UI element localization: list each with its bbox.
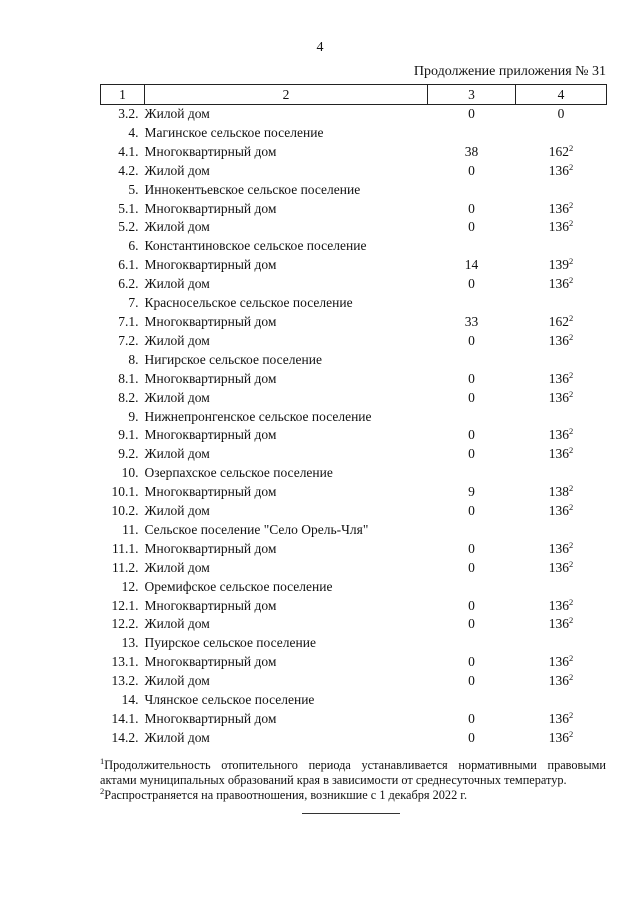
heating-table bbox=[100, 84, 607, 748]
row-value-col4 bbox=[516, 275, 607, 294]
row-value-col4 bbox=[516, 389, 607, 408]
row-number: 13.2. bbox=[111, 673, 139, 689]
row-value-col3: 0 bbox=[468, 654, 475, 670]
footnote-ref: 2 bbox=[569, 445, 574, 456]
col4-value: 136 bbox=[548, 446, 569, 462]
row-value-col4 bbox=[516, 351, 607, 370]
row-name: Члянское сельское поселение bbox=[144, 692, 315, 708]
col4-value: 136 bbox=[548, 370, 569, 386]
row-value-col3 bbox=[428, 181, 516, 200]
row-value-col3: 0 bbox=[468, 106, 475, 121]
row-value-col4 bbox=[516, 370, 607, 389]
header-cell: 3 bbox=[428, 85, 516, 105]
footnote-ref: 2 bbox=[569, 483, 574, 494]
col4-value: 0 bbox=[557, 106, 565, 121]
row-value-col3: 0 bbox=[468, 597, 475, 613]
footnote-ref: 2 bbox=[569, 275, 574, 286]
row-value-col4 bbox=[516, 578, 607, 597]
row-name: Многоквартирный дом bbox=[144, 597, 277, 613]
row-name: Пуирское сельское поселение bbox=[144, 635, 316, 651]
table-row bbox=[101, 143, 607, 162]
row-name: Нижнепронгенское сельское поселение bbox=[144, 408, 372, 424]
row-number: 5.1. bbox=[118, 200, 139, 216]
row-value-col3: 38 bbox=[464, 143, 479, 159]
table-row bbox=[101, 540, 607, 559]
table-row bbox=[101, 389, 607, 408]
row-name: Многоквартирный дом bbox=[144, 427, 277, 443]
col4-value: 136 bbox=[548, 427, 569, 443]
table-row bbox=[101, 729, 607, 748]
row-number: 10.1. bbox=[111, 484, 139, 500]
table-header-row bbox=[101, 85, 607, 105]
row-number: 5.2. bbox=[118, 219, 139, 235]
row-value-col3 bbox=[428, 578, 516, 597]
footnote-ref: 2 bbox=[569, 558, 574, 569]
row-name: Многоквартирный дом bbox=[144, 200, 277, 216]
row-number: 5. bbox=[128, 181, 139, 197]
table-row bbox=[101, 691, 607, 710]
row-value-col3 bbox=[428, 464, 516, 483]
row-name: Многоквартирный дом bbox=[144, 711, 277, 726]
row-number: 4.1. bbox=[118, 143, 139, 159]
end-rule bbox=[302, 813, 400, 814]
row-value-col4 bbox=[516, 502, 607, 521]
table-row bbox=[101, 218, 607, 237]
row-number: 9. bbox=[128, 408, 139, 424]
table-body bbox=[101, 105, 607, 748]
footnote-ref: 2 bbox=[569, 331, 574, 342]
table-row bbox=[101, 351, 607, 370]
row-name: Сельское поселение "Село Орель-Чля" bbox=[144, 521, 369, 537]
table-row bbox=[101, 181, 607, 200]
row-number: 6.2. bbox=[118, 276, 139, 292]
table-row bbox=[101, 426, 607, 445]
row-value-col4 bbox=[516, 729, 607, 748]
row-value-col4 bbox=[516, 615, 607, 634]
table-row bbox=[101, 124, 607, 143]
row-number: 8.1. bbox=[118, 370, 139, 386]
table-row bbox=[101, 237, 607, 256]
row-name: Жилой дом bbox=[144, 162, 210, 178]
table-row bbox=[101, 597, 607, 616]
row-value-col4 bbox=[516, 672, 607, 691]
row-value-col4 bbox=[516, 710, 607, 729]
col4-value: 136 bbox=[548, 503, 569, 519]
col4-value: 136 bbox=[548, 597, 569, 613]
row-number: 9.1. bbox=[118, 427, 139, 443]
row-value-col3 bbox=[428, 691, 516, 710]
footnote-text: Распространяется на правоотношения, возникшие с 1 декабря 2022 г. bbox=[104, 788, 468, 802]
col4-value: 136 bbox=[548, 389, 569, 405]
table-row bbox=[101, 653, 607, 672]
table-row bbox=[101, 256, 607, 275]
row-value-col4 bbox=[516, 124, 607, 143]
col4-value: 136 bbox=[548, 162, 569, 178]
row-value-col3: 0 bbox=[468, 616, 475, 632]
footnote-ref: 2 bbox=[569, 596, 574, 607]
row-value-col4 bbox=[516, 464, 607, 483]
row-value-col3: 0 bbox=[468, 332, 475, 348]
row-value-col4 bbox=[516, 294, 607, 313]
row-value-col3: 0 bbox=[468, 370, 475, 386]
row-value-col3: 0 bbox=[468, 711, 475, 726]
row-value-col4 bbox=[516, 181, 607, 200]
footnote-ref: 2 bbox=[569, 502, 574, 513]
row-name: Жилой дом bbox=[144, 332, 210, 348]
table-row bbox=[101, 162, 607, 181]
footnote-ref: 2 bbox=[569, 256, 574, 267]
footnote-ref: 2 bbox=[569, 710, 574, 720]
row-number: 9.2. bbox=[118, 446, 139, 462]
footnote-ref: 2 bbox=[569, 653, 574, 664]
row-value-col4 bbox=[516, 559, 607, 578]
footnote-1 bbox=[100, 758, 606, 788]
page-number: 4 bbox=[316, 40, 324, 55]
row-number: 14.2. bbox=[111, 729, 139, 745]
col4-value: 136 bbox=[548, 332, 569, 348]
row-value-col3: 9 bbox=[468, 484, 475, 500]
row-value-col3: 0 bbox=[468, 389, 475, 405]
footnotes bbox=[100, 758, 606, 803]
row-name: Жилой дом bbox=[144, 503, 210, 519]
footnote-ref: 2 bbox=[569, 388, 574, 399]
row-value-col4 bbox=[516, 426, 607, 445]
row-value-col3: 0 bbox=[468, 446, 475, 462]
row-name: Жилой дом bbox=[144, 559, 210, 575]
table-row bbox=[101, 521, 607, 540]
table-row bbox=[101, 559, 607, 578]
row-name: Жилой дом bbox=[144, 446, 210, 462]
footnote-ref: 2 bbox=[569, 142, 574, 153]
row-value-col4 bbox=[516, 218, 607, 237]
row-value-col4 bbox=[516, 256, 607, 275]
footnote-ref: 2 bbox=[569, 161, 574, 172]
table-row bbox=[101, 672, 607, 691]
row-value-col3: 0 bbox=[468, 219, 475, 235]
row-value-col3: 0 bbox=[468, 559, 475, 575]
row-number: 14.1. bbox=[111, 711, 139, 726]
table-row bbox=[101, 483, 607, 502]
footnote-ref: 2 bbox=[569, 312, 574, 323]
row-number: 12.1. bbox=[111, 597, 139, 613]
row-name: Жилой дом bbox=[144, 673, 210, 689]
col4-value: 136 bbox=[548, 616, 569, 632]
row-name: Озерпахское сельское поселение bbox=[144, 465, 333, 481]
row-number: 6. bbox=[128, 238, 139, 254]
footnote-text: Продолжительность отопительного периода устанавливается нормативными правовыми актами муниципальных образований края в зависимости от среднесуточных температур. bbox=[100, 758, 606, 787]
row-name: Жилой дом bbox=[144, 729, 210, 745]
row-value-col3: 0 bbox=[468, 729, 475, 745]
footnote-mark: 1 bbox=[100, 756, 105, 766]
row-value-col4 bbox=[516, 200, 607, 219]
col4-value: 136 bbox=[548, 200, 569, 216]
col4-value: 162 bbox=[548, 313, 569, 329]
row-value-col3 bbox=[428, 634, 516, 653]
row-value-col3: 14 bbox=[464, 257, 479, 273]
row-value-col4 bbox=[516, 597, 607, 616]
row-name: Иннокентьевское сельское поселение bbox=[144, 181, 361, 197]
row-name: Многоквартирный дом bbox=[144, 370, 277, 386]
row-value-col4 bbox=[516, 540, 607, 559]
row-value-col4 bbox=[516, 143, 607, 162]
row-number: 8.2. bbox=[118, 389, 139, 405]
row-name: Магинское сельское поселение bbox=[144, 124, 324, 140]
appendix-caption: Продолжение приложения № 31 bbox=[413, 64, 606, 79]
row-value-col3: 0 bbox=[468, 162, 475, 178]
footnote-mark: 2 bbox=[100, 786, 105, 796]
row-name: Жилой дом bbox=[144, 276, 210, 292]
row-number: 13. bbox=[121, 635, 139, 651]
row-name: Многоквартирный дом bbox=[144, 257, 277, 273]
row-number: 11.2. bbox=[112, 559, 139, 575]
col4-value: 138 bbox=[548, 484, 569, 500]
row-value-col4 bbox=[516, 332, 607, 351]
row-value-col4 bbox=[516, 408, 607, 427]
row-number: 7.2. bbox=[118, 332, 139, 348]
row-value-col4 bbox=[516, 483, 607, 502]
footnote-ref: 2 bbox=[569, 369, 574, 380]
row-value-col3: 0 bbox=[468, 503, 475, 519]
row-value-col3: 0 bbox=[468, 200, 475, 216]
row-value-col3: 33 bbox=[464, 313, 479, 329]
table-row bbox=[101, 502, 607, 521]
row-value-col4 bbox=[516, 653, 607, 672]
row-number: 6.1. bbox=[118, 257, 139, 273]
col4-value: 136 bbox=[548, 540, 569, 556]
table-row bbox=[101, 332, 607, 351]
table-row bbox=[101, 275, 607, 294]
footnote-ref: 2 bbox=[569, 615, 574, 626]
row-value-col3: 0 bbox=[468, 673, 475, 689]
row-name: Нигирское сельское поселение bbox=[144, 351, 322, 367]
row-value-col3 bbox=[428, 124, 516, 143]
row-number: 10. bbox=[121, 465, 139, 481]
table-row bbox=[101, 294, 607, 313]
row-number: 14. bbox=[121, 692, 139, 708]
col4-value: 136 bbox=[548, 673, 569, 689]
footnote-ref: 2 bbox=[569, 672, 574, 683]
row-name: Оремифское сельское поселение bbox=[144, 578, 333, 594]
col4-value: 162 bbox=[548, 143, 569, 159]
row-value-col4 bbox=[516, 313, 607, 332]
row-value-col4 bbox=[516, 521, 607, 540]
row-value-col4 bbox=[516, 237, 607, 256]
row-number: 7. bbox=[128, 295, 139, 311]
row-name: Многоквартирный дом bbox=[144, 143, 277, 159]
table-row bbox=[101, 370, 607, 389]
row-name: Многоквартирный дом bbox=[144, 540, 277, 556]
footnote-ref: 2 bbox=[569, 199, 574, 210]
table-row bbox=[101, 200, 607, 219]
col4-value: 136 bbox=[548, 711, 569, 726]
row-number: 7.1. bbox=[118, 313, 139, 329]
row-name: Жилой дом bbox=[144, 219, 210, 235]
header-cell: 1 bbox=[101, 85, 145, 105]
table-row bbox=[101, 445, 607, 464]
row-value-col4 bbox=[516, 691, 607, 710]
row-number: 4.2. bbox=[118, 162, 139, 178]
row-name: Красносельское сельское поселение bbox=[144, 295, 353, 311]
footnote-ref: 2 bbox=[569, 218, 574, 229]
row-value-col4 bbox=[516, 162, 607, 181]
row-value-col4 bbox=[516, 445, 607, 464]
row-number: 4. bbox=[128, 124, 139, 140]
col4-value: 136 bbox=[548, 654, 569, 670]
table-row bbox=[101, 313, 607, 332]
row-value-col3: 0 bbox=[468, 540, 475, 556]
row-number: 11.1. bbox=[112, 540, 139, 556]
row-value-col3 bbox=[428, 351, 516, 370]
row-number: 10.2. bbox=[111, 503, 139, 519]
row-value-col3 bbox=[428, 294, 516, 313]
row-value-col3 bbox=[428, 237, 516, 256]
row-value-col3 bbox=[428, 408, 516, 427]
row-name: Константиновское сельское поселение bbox=[144, 238, 367, 254]
row-name: Жилой дом bbox=[144, 106, 210, 121]
col4-value: 139 bbox=[548, 257, 569, 273]
col4-value: 136 bbox=[548, 276, 569, 292]
table-row bbox=[101, 578, 607, 597]
row-value-col3 bbox=[428, 521, 516, 540]
row-name: Жилой дом bbox=[144, 616, 210, 632]
footnote-ref: 2 bbox=[569, 539, 574, 550]
col4-value: 136 bbox=[548, 219, 569, 235]
table-row bbox=[101, 464, 607, 483]
row-value-col4 bbox=[516, 634, 607, 653]
footnote-2 bbox=[100, 788, 606, 803]
row-number: 12. bbox=[121, 578, 139, 594]
row-name: Многоквартирный дом bbox=[144, 313, 277, 329]
table-row bbox=[101, 634, 607, 653]
footnote-ref: 2 bbox=[569, 426, 574, 437]
header-cell: 4 bbox=[516, 85, 607, 105]
col4-value: 136 bbox=[548, 559, 569, 575]
row-number: 11. bbox=[122, 521, 139, 537]
row-number: 3.2. bbox=[118, 106, 139, 121]
row-number: 13.1. bbox=[111, 654, 139, 670]
table-row bbox=[101, 408, 607, 427]
header-cell: 2 bbox=[145, 85, 428, 105]
row-value-col3: 0 bbox=[468, 276, 475, 292]
footnote-ref: 2 bbox=[569, 728, 574, 739]
row-value-col4 bbox=[516, 105, 607, 124]
row-name: Жилой дом bbox=[144, 389, 210, 405]
table-row bbox=[101, 710, 607, 729]
table-row bbox=[101, 105, 607, 124]
row-number: 12.2. bbox=[111, 616, 139, 632]
table-row bbox=[101, 615, 607, 634]
row-name: Многоквартирный дом bbox=[144, 654, 277, 670]
col4-value: 136 bbox=[548, 729, 569, 745]
row-value-col3: 0 bbox=[468, 427, 475, 443]
row-name: Многоквартирный дом bbox=[144, 484, 277, 500]
row-number: 8. bbox=[128, 351, 139, 367]
